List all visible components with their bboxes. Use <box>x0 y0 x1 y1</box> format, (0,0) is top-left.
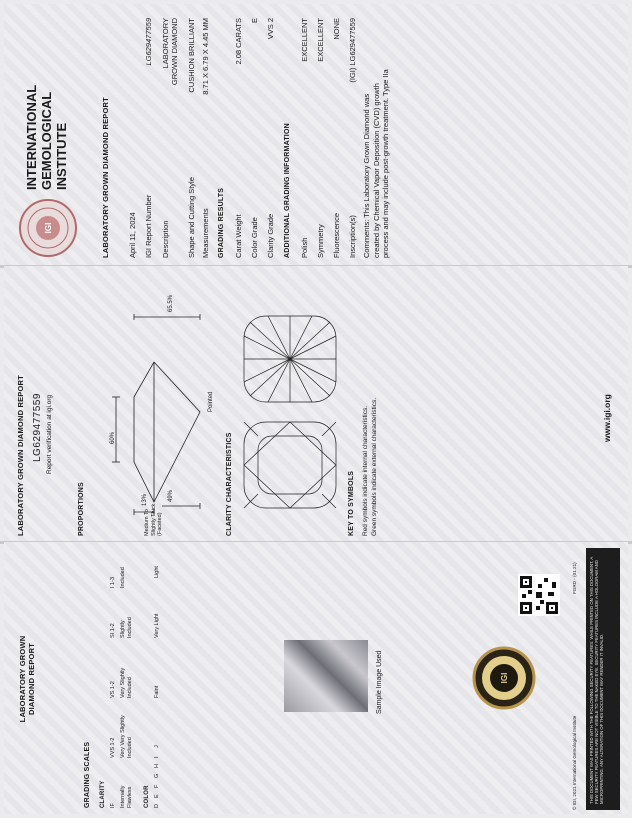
inscription-label: Inscription(s) <box>348 215 357 258</box>
report-type-title: LABORATORY GROWN DIAMOND REPORT <box>101 97 110 258</box>
field-value: CUSHION BRILLIANT <box>187 18 196 93</box>
color-scale-title: COLOR <box>144 785 150 808</box>
svg-text:IGI: IGI <box>44 222 53 234</box>
sample-image-caption: Sample Image Used <box>376 650 383 714</box>
report-type-title-2: LABORATORY GROWN DIAMOND REPORT <box>16 375 25 536</box>
clarity-desc: Slightly Included <box>120 617 133 638</box>
grading-value: VVS 2 <box>266 18 275 40</box>
key-to-symbols-title: KEY TO SYMBOLS <box>348 470 355 536</box>
website-link[interactable]: www.igi.org <box>602 394 612 442</box>
report-date: April 11, 2024 <box>128 212 137 258</box>
clarity-grade: SI 1-2 <box>110 623 116 638</box>
color-desc: Very Light <box>154 613 160 638</box>
additional-label: Symmetry <box>316 224 325 258</box>
grading-label: Clarity Grade <box>266 213 275 258</box>
table-percent: 60% <box>110 431 116 444</box>
color-grade: J <box>154 745 160 748</box>
hologram-seal-icon <box>472 646 536 710</box>
proportions-diagram <box>92 292 212 532</box>
field-label: IGI Report Number <box>144 194 153 258</box>
key-green-text: Green symbols indicate external characteristics. <box>371 397 378 536</box>
field-label: Measurements <box>201 208 210 258</box>
security-disclaimer-box <box>586 548 620 810</box>
grading-label: Carat Weight <box>234 214 243 258</box>
clarity-grade: VVS 1-2 <box>110 737 116 758</box>
field-label: Description <box>161 220 170 258</box>
report-number: LG629477559 <box>32 393 43 462</box>
svg-text:IGI: IGI <box>500 672 509 684</box>
color-grade: D <box>154 804 160 808</box>
field-label: Shape and Cutting Style <box>187 177 196 258</box>
grading-results-title: GRADING RESULTS <box>218 187 225 258</box>
qr-code-icon[interactable] <box>518 574 560 616</box>
clarity-desc: Very Slightly Included <box>120 667 133 698</box>
color-grade: G <box>154 773 160 778</box>
report-verification: Report verification at igi.org <box>46 394 53 474</box>
report-fields <box>144 14 444 258</box>
grading-value: E <box>250 18 259 24</box>
color-grade: H <box>154 764 160 768</box>
color-scale <box>154 558 166 808</box>
igi-seal-icon <box>18 198 78 258</box>
form-code: FGRD - (01 21) <box>572 562 577 594</box>
color-grade: F <box>154 784 160 788</box>
color-grade: I <box>154 756 160 758</box>
grading-label: Color Grade <box>250 217 259 258</box>
crown-percent: 13% <box>142 493 148 506</box>
proportions-title: PROPORTIONS <box>78 482 85 536</box>
additional-label: Fluorescence <box>332 212 341 258</box>
institute-name: INTERNATIONAL GEMOLOGICAL INSTITUTE <box>24 84 69 190</box>
field-value: 8.71 X 6.79 X 4.45 MM <box>201 18 210 95</box>
clarity-grade: VS 1-2 <box>110 681 116 698</box>
panel-grading-scales <box>4 542 628 814</box>
copyright-text: © IGI, 2021 International Gemological Institute <box>572 715 577 810</box>
clarity-plot-diagram <box>240 312 340 512</box>
additional-value: EXCELLENT <box>300 18 309 62</box>
inscription-value: (IGI) LG629477559 <box>348 18 357 83</box>
depth-percent: 65.5% <box>168 294 174 312</box>
grading-scales-title: GRADING SCALES <box>84 741 91 808</box>
field-value: LABORATORY GROWN DIAMOND <box>161 18 179 86</box>
key-red-text: Red symbols indicate internal characteristics. <box>362 405 369 536</box>
clarity-grade: IF <box>110 803 116 808</box>
additional-value: EXCELLENT <box>316 18 325 62</box>
clarity-characteristics-title: CLARITY CHARACTERISTICS <box>226 432 233 536</box>
additional-info-title: ADDITIONAL GRADING INFORMATION <box>284 123 291 258</box>
sample-diamond-image <box>284 640 368 712</box>
color-desc: Light <box>154 566 160 578</box>
girdle-text: Medium To Slightly Thick (Faceted) <box>144 503 163 536</box>
clarity-desc: Included <box>120 567 126 588</box>
clarity-grade: I 1-3 <box>110 576 116 588</box>
pavilion-percent: 49% <box>168 489 174 502</box>
comments-text: Comments: This Laboratory Grown Diamond was created by Chemical Vapor Deposition (CVD) growth process and may include post-growth treatment. Type IIa <box>362 69 390 258</box>
culet-text: Pointed <box>208 391 214 412</box>
clarity-scale-title: CLARITY <box>100 780 106 808</box>
field-value: LG629477559 <box>144 18 153 66</box>
additional-value: NONE <box>332 18 341 40</box>
panel-report-info <box>4 4 628 266</box>
color-grade: E <box>154 794 160 798</box>
color-desc: Faint <box>154 685 160 698</box>
additional-label: Polish <box>300 237 309 258</box>
report-type-title-3: LABORATORY GROWN DIAMOND REPORT <box>18 635 36 723</box>
grading-value: 2.08 CARATS <box>234 18 243 65</box>
disclaimer-text: THIS DOCUMENT WAS PRINTED WITH THE FOLLOWING SECURITY FEATURES: WHILE PRINTED ON THIS DOCUMENT, A FEW SECURITY FEATURES ARE NOT VISIBLE TO THE NAKED EYE. SECURITY FEATURES INCLUDE A HOLOGRAM AND MICROPRINTING. ANY ALTERATION OF THIS DOCUMENT MAY RENDER IT INVALID. <box>589 556 605 804</box>
clarity-scale <box>110 558 140 808</box>
panel-proportions <box>4 266 628 542</box>
clarity-desc: Internally Flawless <box>120 785 133 808</box>
clarity-desc: Very Very Slightly Included <box>120 715 133 758</box>
